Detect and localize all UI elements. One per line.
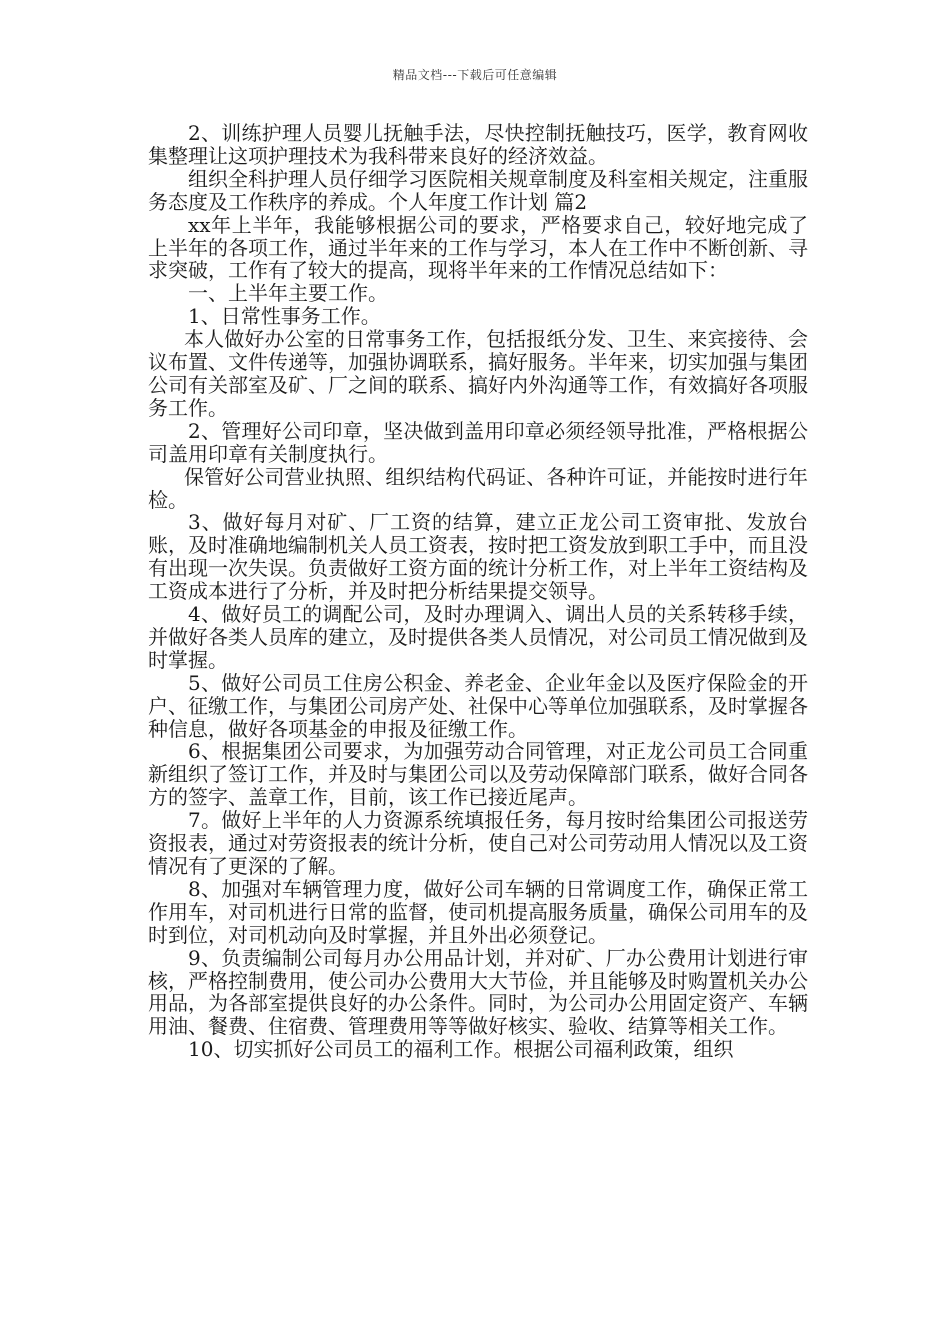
paragraph-14: 8、加强对车辆管理力度，做好公司车辆的日常调度工作，确保正常工作用车，对司机进行日常的监督，使司机提高服务质量，确保公司用车的及时到位，对司机动向及时掌握，并且外出必须登记。 [148,876,808,947]
paragraph-3: xx年上半年，我能够根据公司的要求，严格要求自己，较好地完成了上半年的各项工作，通过半年来的工作与学习，本人在工作中不断创新、寻求突破，工作有了较大的提高，现将半年来的工作情况总结如下： [148,212,808,283]
paragraph-6: 本人做好办公室的日常事务工作，包括报纸分发、卫生、来宾接待、会议布置、文件传递等，加强协调联系，搞好服务。半年来，切实加强与集团公司有关部室及矿、厂之间的联系、搞好内外沟通等工作，有效搞好各项服务工作。 [148,327,808,420]
document-body [148,122,808,1061]
paragraph-8: 保管好公司营业执照、组织结构代码证、各种许可证，并能按时进行年检。 [148,464,808,512]
paragraph-7: 2、管理好公司印章，坚决做到盖用印章必须经领导批准，严格根据公司盖用印章有关制度执行。 [148,418,808,466]
paragraph-13: 7。做好上半年的人力资源系统填报任务，每月按时给集团公司报送劳资报表，通过对劳资报表的统计分析，使自己对公司劳动用人情况以及工资情况有了更深的了解。 [148,808,808,878]
paragraph-9: 3、做好每月对矿、厂工资的结算，建立正龙公司工资审批、发放台账，及时准确地编制机关人员工资表，按时把工资发放到职工手中，而且没有出现一次失误。负责做好工资方面的统计分析工作，对上半年工资结构及工资成本进行了分析，并及时把分析结果提交领导。 [148,510,808,604]
paragraph-11: 5、做好公司员工住房公积金、养老金、企业年金以及医疗保险金的开户、征缴工作，与集团公司房产处、社保中心等单位加强联系，及时掌握各种信息，做好各项基金的申报及征缴工作。 [148,670,808,741]
paragraph-15: 9、负责编制公司每月办公用品计划，并对矿、厂办公费用计划进行审核，严格控制费用，使公司办公费用大大节俭，并且能够及时购置机关办公用品，为各部室提供良好的办公条件。同时，为公司办公用固定资产、车辆用油、餐费、住宿费、管理费用等等做好核实、验收、结算等相关工作。 [148,945,808,1039]
paragraph-2: 组织全科护理人员仔细学习医院相关规章制度及科室相关规定，注重服务态度及工作秩序的养成。个人年度工作计划 篇2 [148,166,808,214]
paragraph-1: 2、训练护理人员婴儿抚触手法，尽快控制抚触技巧，医学，教育网收集整理让这项护理技术为我科带来良好的经济效益。 [148,121,808,168]
paragraph-16: 10、切实抓好公司员工的福利工作。根据公司福利政策，组织 [188,1037,734,1062]
paragraph-4: 一、上半年主要工作。 [188,281,388,306]
paragraph-12: 6、根据集团公司要求，为加强劳动合同管理，对正龙公司员工合同重新组织了签订工作，并及时与集团公司以及劳动保障部门联系，做好合同各方的签字、盖章工作，目前，该工作已接近尾声。 [148,739,808,810]
paragraph-5: 1、日常性事务工作。 [188,304,381,329]
paragraph-10: 4、做好员工的调配公司，及时办理调入、调出人员的关系转移手续，并做好各类人员库的建立，及时提供各类人员情况，对公司员工情况做到及时掌握。 [148,602,808,672]
page-header: 精品文档---下载后可任意编辑 [392,68,558,82]
